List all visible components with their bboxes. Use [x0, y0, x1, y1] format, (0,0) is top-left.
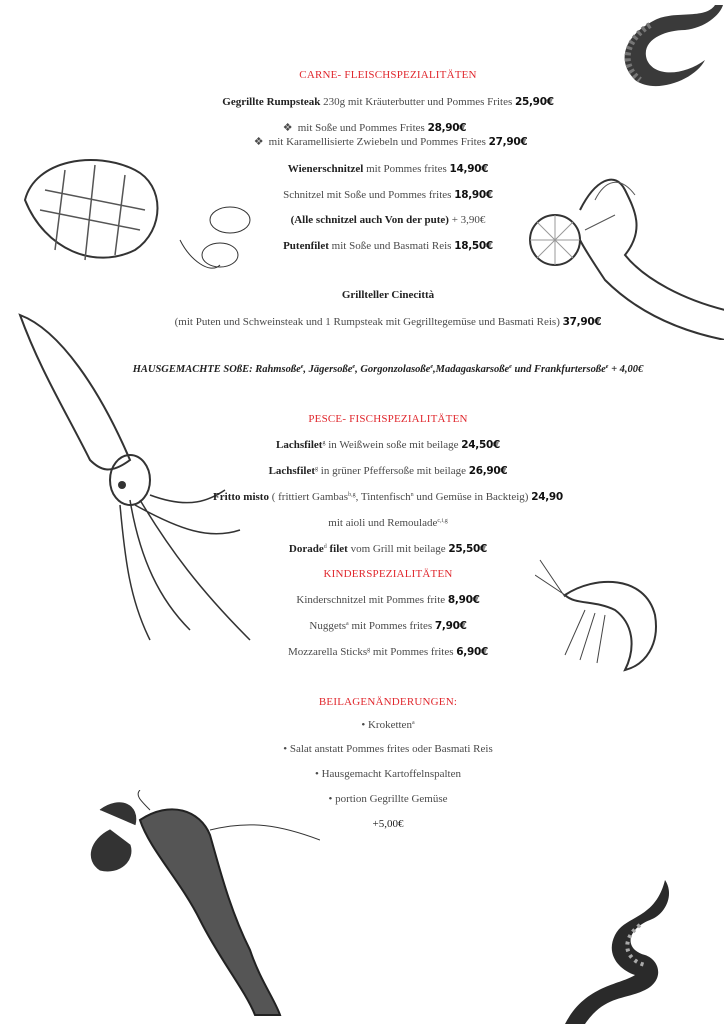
menu-item-dorade: [88, 542, 688, 556]
menu-item-kinderschnitzel: [88, 593, 688, 607]
side-text: • Salat anstatt Pommes frites oder Basmati Reis: [283, 743, 493, 755]
allergen-sup: e: [300, 364, 304, 370]
allergen-sup: c,i,g: [437, 518, 448, 524]
item-desc: mit Pommes frites: [348, 620, 435, 632]
side-item: [88, 718, 688, 732]
item-name: filet: [326, 543, 348, 555]
item-price: 27,90€: [488, 136, 528, 148]
menu-option: [88, 135, 688, 149]
octopus-tentacle-bottom-illustration: [565, 875, 685, 1024]
item-price: 26,90€: [468, 465, 508, 477]
item-name: Wienerschnitzel: [287, 163, 364, 175]
sauce-item: ,Madagaskarsoße: [433, 364, 510, 375]
menu-item-wienerschnitzel: [88, 162, 688, 176]
item-price: 14,90€: [449, 163, 489, 175]
section-heading-beilagen: BEILAGENÄNDERUNGEN:: [318, 696, 458, 708]
diamond-bullet-icon: ❖: [282, 122, 293, 134]
item-desc: mit Karamellisierte Zwiebeln und Pommes Frites: [268, 136, 489, 148]
item-price: 24,50€: [461, 439, 500, 451]
sauce-item: , Jägersoße: [303, 364, 353, 375]
item-price: 25,50€: [448, 543, 488, 555]
item-desc: in Weißwein soße mit beilage: [325, 439, 462, 451]
allergen-sup: a: [346, 621, 349, 627]
allergen-sup: b,g: [348, 492, 356, 498]
item-desc: und Gemüse in Backteig): [413, 491, 532, 503]
item-desc: mit aioli und Remoulade: [328, 517, 438, 529]
note-price: + 3,90€: [448, 214, 486, 226]
menu-option: [72, 121, 672, 135]
fritto-misto-sauces: [88, 516, 688, 530]
side-item: [88, 742, 688, 756]
section-heading-pesce: PESCE- FISCHSPEZIALITÄTEN: [308, 413, 468, 425]
item-desc: mit Soße und Basmati Reis: [328, 240, 455, 252]
menu-item-lachsfilet-pfeffer: [88, 464, 688, 478]
allergen-sup: e: [509, 364, 512, 370]
section-heading-carne: CARNE- FLEISCHSPEZIALITÄTEN: [299, 69, 477, 81]
allergen-sup: e: [352, 364, 356, 370]
side-item: [88, 792, 688, 806]
menu-item-schnitzel: [88, 188, 688, 202]
item-price: 8,90€: [447, 594, 480, 606]
item-desc: Nuggets: [309, 620, 347, 632]
item-desc: mit Soße und Pommes Frites: [297, 122, 428, 134]
menu-item-grillteller-name: Grillteller Cinecittà: [341, 289, 435, 301]
menu-item-lachsfilet-weisswein: [88, 438, 688, 452]
item-name: Fritto misto: [213, 491, 269, 503]
allergen-sup: e: [605, 364, 609, 370]
side-text: • Kroketten: [361, 719, 412, 731]
allergen-sup: g: [315, 466, 319, 472]
allergen-sup: g: [367, 647, 371, 653]
menu-item-putenfilet: [88, 239, 688, 253]
item-desc: , Tintenfisch: [355, 491, 411, 503]
sauce-price: + 4,00€: [608, 364, 644, 375]
menu-item-mozzarella-sticks: [88, 645, 688, 659]
item-price: 6,90€: [456, 646, 488, 658]
item-desc: in grüner Pfeffersoße mit beilage: [318, 465, 469, 477]
side-price: +5,00€: [372, 818, 404, 830]
item-price: 7,90€: [434, 620, 467, 632]
item-price: 18,90€: [454, 189, 493, 201]
allergen-sup: g: [322, 440, 326, 446]
item-price: 28,90€: [427, 122, 467, 134]
item-price: 18,50€: [454, 240, 493, 252]
allergen-sup: d: [323, 544, 327, 550]
item-name: Lachsfilet: [268, 465, 316, 477]
item-desc: ( frittiert Gambas: [268, 491, 349, 503]
side-text: • Hausgemacht Kartoffelnspalten: [315, 768, 461, 780]
item-desc: Kinderschnitzel mit Pommes frite: [296, 594, 448, 606]
item-price: 37,90€: [562, 316, 602, 328]
menu-item-rumpsteak: [88, 95, 688, 109]
item-desc: vom Grill mit beilage: [347, 543, 449, 555]
allergen-sup: n: [410, 492, 414, 498]
steak-illustration: [15, 130, 255, 280]
item-name: Gegrillte Rumpsteak: [222, 96, 321, 108]
side-item: [88, 767, 688, 781]
item-name: Dorade: [288, 543, 324, 555]
item-price: 25,90€: [514, 96, 554, 108]
item-desc: 230g mit Kräuterbutter und Pommes Frites: [320, 96, 515, 108]
menu-item-nuggets: [88, 619, 688, 633]
sauce-item: , Gorgonzolasoße: [355, 364, 431, 375]
item-price: 24,90: [531, 491, 563, 503]
note-bold: (Alle schnitzel auch Von der pute): [290, 214, 449, 226]
item-name: Lachsfilet: [276, 439, 323, 451]
diamond-bullet-icon: ❖: [253, 136, 264, 148]
menu-item-fritto-misto: [88, 490, 688, 504]
item-desc: mit Pommes frites: [363, 163, 450, 175]
pute-note: [88, 213, 688, 227]
item-desc: Schnitzel mit Soße und Pommes frites: [283, 189, 455, 201]
allergen-sup: a: [411, 720, 415, 726]
section-heading-kinder: KINDERSPEZIALITÄTEN: [323, 568, 453, 580]
sauce-text: HAUSGEMACHTE SOßE: Rahmsoße: [132, 364, 301, 375]
item-name: Putenfilet: [283, 240, 329, 252]
sauce-line: [88, 363, 688, 377]
menu-item-grillteller: [88, 315, 688, 329]
item-desc: (mit Puten und Schweinsteak und 1 Rumpsteak mit Gegrilltegemüse und Basmati Reis): [174, 316, 563, 328]
sauce-item: und Frankfurtersoße: [511, 364, 606, 375]
allergen-sup: e: [430, 364, 434, 370]
item-desc: Mozzarella Sticks: [287, 646, 368, 658]
side-text: • portion Gegrillte Gemüse: [328, 793, 448, 805]
item-desc: mit Pommes frites: [370, 646, 457, 658]
